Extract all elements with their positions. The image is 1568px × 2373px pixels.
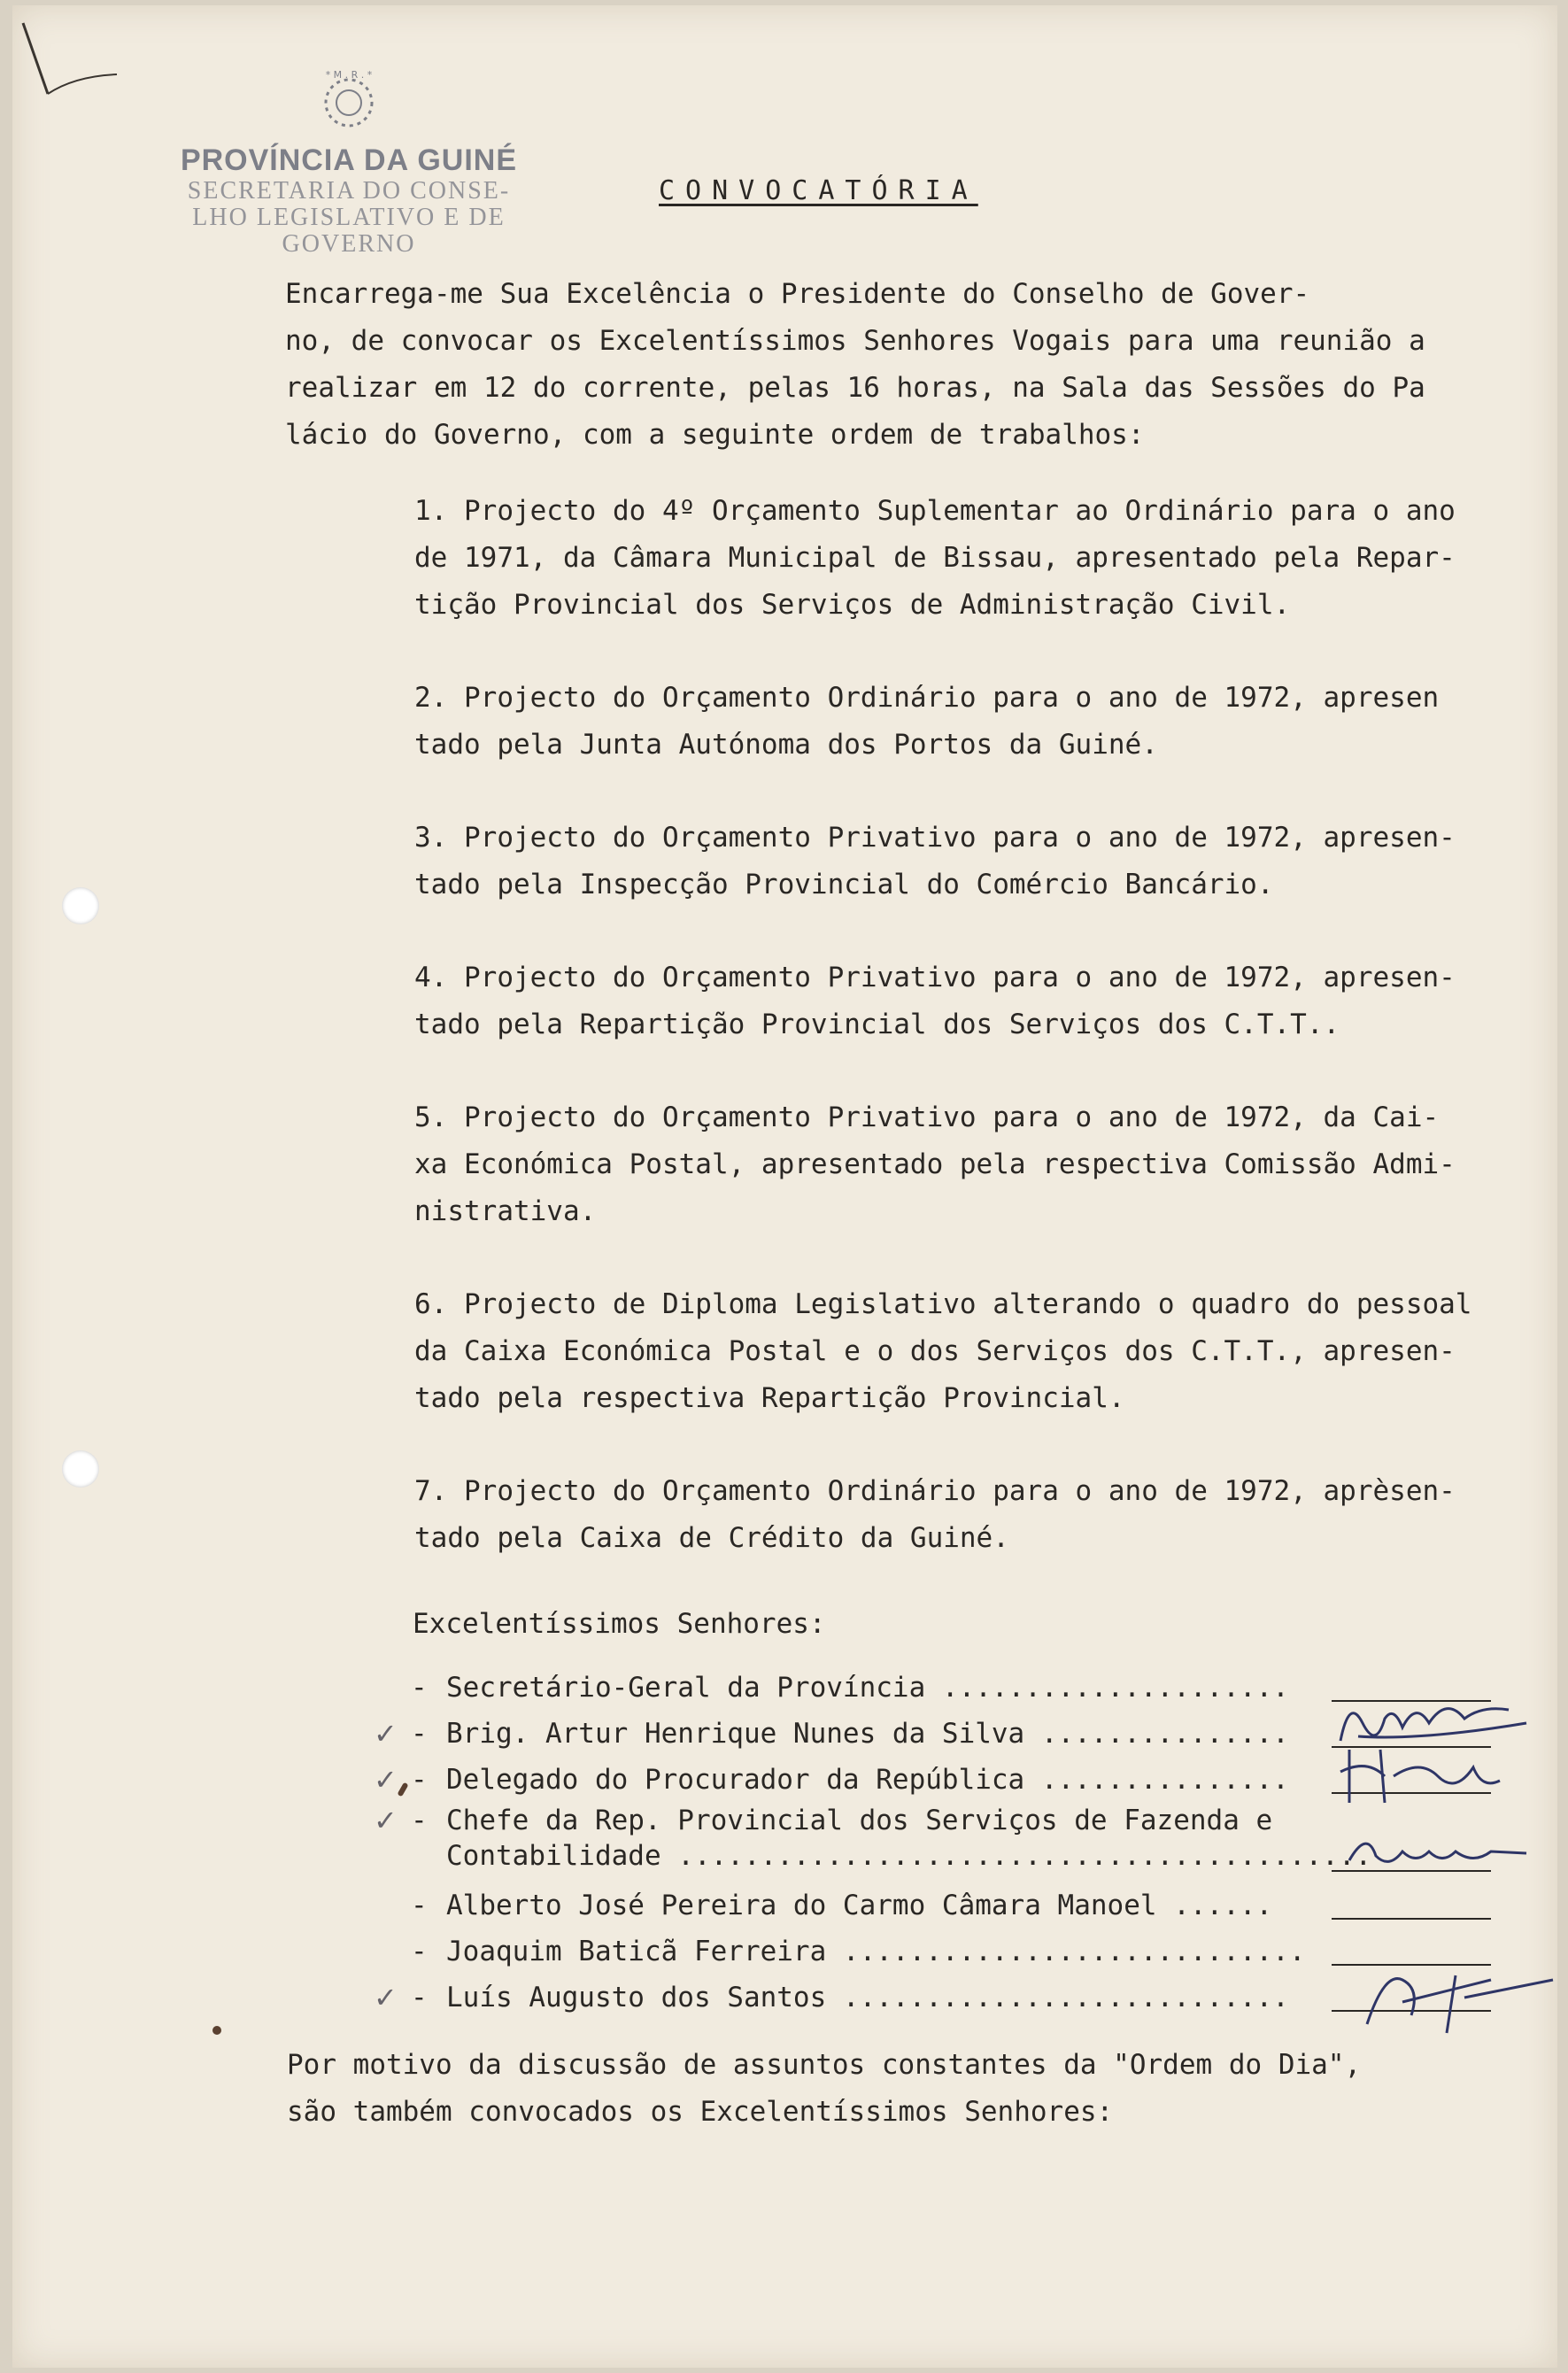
agenda-item: 4. Projecto do Orçamento Privativo para o ano de 1972, apresen- tado pela Repartição Provincial dos Serviços dos C.T.T.. bbox=[414, 962, 1456, 1040]
coat-of-arms-seal-icon bbox=[300, 67, 398, 138]
agenda-item: 2. Projecto do Orçamento Ordinário para o ano de 1972, apresen tado pela Junta Autónoma dos Portos da Guiné. bbox=[414, 682, 1440, 761]
salutation: Excelentíssimos Senhores: bbox=[413, 1608, 826, 1640]
member-dash: - bbox=[411, 1672, 428, 1704]
check-mark-icon: ✓ bbox=[374, 1717, 398, 1751]
member-name: Brig. Artur Henrique Nunes da Silva ............... bbox=[446, 1718, 1289, 1750]
check-mark-icon: ✓ bbox=[374, 1763, 398, 1797]
stamp-province: PROVÍNCIA DA GUINÉ bbox=[180, 143, 518, 177]
member-name: Joaquim Baticã Ferreira ............................ bbox=[446, 1936, 1306, 1967]
member-dash: - bbox=[411, 1805, 428, 1836]
agenda-item: 6. Projecto de Diploma Legislativo alterando o quadro do pessoal da Caixa Económica Postal e o dos Serviços dos C.T.T., apresen- tado pela respectiva Repartição Provincial. bbox=[414, 1288, 1472, 1414]
member-name: Chefe da Rep. Provincial dos Serviços de Fazenda e Contabilidade .......................................... bbox=[446, 1805, 1372, 1872]
ink-spot bbox=[212, 2026, 221, 2035]
signature-line bbox=[1332, 1918, 1491, 1920]
agenda-list bbox=[414, 488, 1548, 1608]
check-mark-icon: ✓ bbox=[374, 1981, 398, 2014]
member-row bbox=[358, 1975, 1509, 2021]
member-name: Alberto José Pereira do Carmo Câmara Manoel ...... bbox=[446, 1890, 1273, 1921]
signature-2 bbox=[1332, 1741, 1509, 1812]
closing-paragraph: Por motivo da discussão de assuntos constantes da "Ordem do Dia", são também convocados os Excelentíssimos Senhores: bbox=[287, 2049, 1362, 2128]
agenda-item: 1. Projecto do 4º Orçamento Suplementar ao Ordinário para o ano de 1971, da Câmara Municipal de Bissau, apresentado pela Repar- tição Provincial dos Serviços de Administração Civil. bbox=[414, 495, 1456, 621]
office-stamp bbox=[163, 67, 535, 258]
agenda-item: 7. Projecto do Orçamento Ordinário para o ano de 1972, aprèsen- tado pela Caixa de Crédito da Guiné. bbox=[414, 1475, 1456, 1554]
check-mark-icon: ✓ bbox=[374, 1804, 398, 1837]
punch-hole-bottom bbox=[62, 1450, 99, 1488]
document-title: CONVOCATÓRIA bbox=[659, 175, 978, 206]
stamp-government-line: GOVERNO bbox=[282, 230, 416, 258]
member-dash: - bbox=[411, 1936, 428, 1967]
stamp-council-line: LHO LEGISLATIVO E DE bbox=[192, 204, 506, 231]
member-dash: - bbox=[411, 1718, 428, 1750]
signature-3 bbox=[1340, 1825, 1535, 1878]
signature-4 bbox=[1349, 1962, 1562, 2042]
punch-hole-top bbox=[62, 887, 99, 924]
member-name: Luís Augusto dos Santos ........................... bbox=[446, 1982, 1289, 2014]
folded-corner-mark bbox=[12, 5, 119, 103]
agenda-item: 5. Projecto do Orçamento Privativo para o ano de 1972, da Cai- xa Económica Postal, apresentado pela respectiva Comissão Admi- nistrativa. bbox=[414, 1101, 1456, 1227]
member-row bbox=[358, 1929, 1509, 1975]
stamp-secretariat-line: SECRETARIA DO CONSE- bbox=[187, 177, 511, 205]
member-dash: - bbox=[411, 1890, 428, 1921]
agenda-item: 3. Projecto do Orçamento Privativo para o ano de 1972, apresen- tado pela Inspecção Provincial do Comércio Bancário. bbox=[414, 822, 1456, 901]
member-dash: - bbox=[411, 1982, 428, 2014]
member-dash: - bbox=[411, 1764, 428, 1796]
member-row bbox=[358, 1882, 1509, 1929]
member-name: Secretário-Geral da Província ..................... bbox=[446, 1672, 1289, 1704]
intro-paragraph: Encarrega-me Sua Excelência o Presidente do Conselho de Gover- no, de convocar os Excelentíssimos Senhores Vogais para uma reunião a realizar em 12 do corrente, pelas 16 horas, na Sala das Sessões do Pa lácio do Governo, com a seguinte ordem de trabalhos: bbox=[285, 278, 1425, 451]
document-page bbox=[12, 5, 1557, 2368]
member-name: Delegado do Procurador da República ............... bbox=[446, 1764, 1289, 1796]
member-row bbox=[358, 1803, 1509, 1882]
seal-lettering: * M . R . * bbox=[325, 69, 373, 81]
